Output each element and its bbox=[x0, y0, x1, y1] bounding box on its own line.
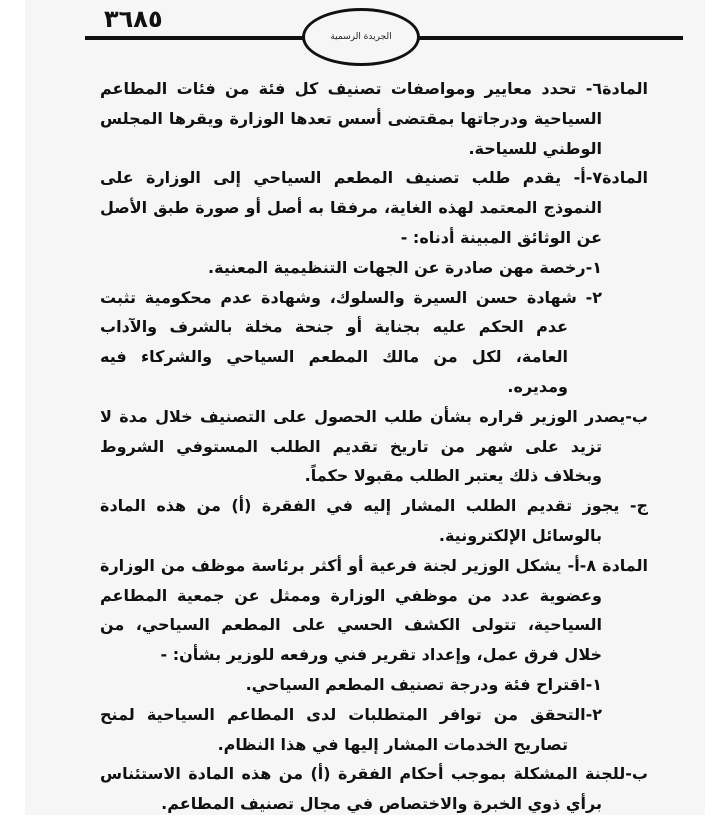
article-8-item-1: ١-اقتراح فئة ودرجة تصنيف المطعم السياحي. bbox=[245, 674, 602, 694]
article-7-item-1: ١-رخصة مهن صادرة عن الجهات التنظيمية المعنية. bbox=[208, 257, 602, 277]
article-6: المادة٦- تحدد معايير ومواصفات تصنيف كل فئة من فئات المطاعم السياحية ودرجاتها بمقتضى أسس تعدها الوزارة ويقرها المجلس الوطني للسياحة. bbox=[100, 79, 648, 158]
article-7-paragraph-b: ب-يصدر الوزير قراره بشأن طلب الحصول على التصنيف خلال مدة لا تزيد على شهر من تاريخ تقديم الطلب المستوفي الشروط وبخلاف ذلك يعتبر الطلب مقبولا حكماً. bbox=[100, 406, 648, 486]
article-8-paragraph-b: ب-للجنة المشكلة بموجب أحكام الفقرة (أ) من هذه المادة الاستئناس برأي ذوي الخبرة والاختصاص في مجال تصنيف المطاعم. bbox=[100, 764, 648, 814]
page-number: ٣٦٨٥ bbox=[104, 5, 163, 33]
article-8-item-2: ٢-التحقق من توافر المتطلبات لدى المطاعم السياحية لمنح تصاريح الخدمات المشار إليها في هذا النظام. bbox=[100, 704, 602, 754]
article-8-paragraph-a: المادة ٨-أ- يشكل الوزير لجنة فرعية أو أكثر برئاسة موظف من الوزارة وعضوية عدد من موظفي الوزارة وممثل عن جمعية المطاعم السياحية، تتولى الكشف الحسي على المطعم السياحي، من خلال فرق عمل، وإعداد تقرير فني ورفعه للوزير بشأن: - bbox=[100, 555, 649, 665]
article-7-item-2: ٢- شهادة حسن السيرة والسلوك، وشهادة عدم محكومية تثبت عدم الحكم عليه بجناية أو جنحة مخلة بالشرف والآداب العامة، لكل من مالك المطعم السياحي والشركاء فيه ومديره. bbox=[100, 287, 602, 396]
article-7-paragraph-c: ج- يجوز تقديم الطلب المشار إليه في الفقرة (أ) من هذه المادة بالوسائل الإلكترونية. bbox=[100, 496, 648, 545]
publication-title: الجريدة الرسمية bbox=[330, 32, 392, 42]
document-body bbox=[100, 74, 648, 819]
publication-seal bbox=[302, 8, 420, 66]
article-7-paragraph-a: المادة٧-أ- يقدم طلب تصنيف المطعم السياحي إلى الوزارة على النموذج المعتمد لهذه الغاية، مرفقا به أصل أو صورة طبق الأصل عن الوثائق المبينة أدناه: - bbox=[100, 168, 648, 247]
